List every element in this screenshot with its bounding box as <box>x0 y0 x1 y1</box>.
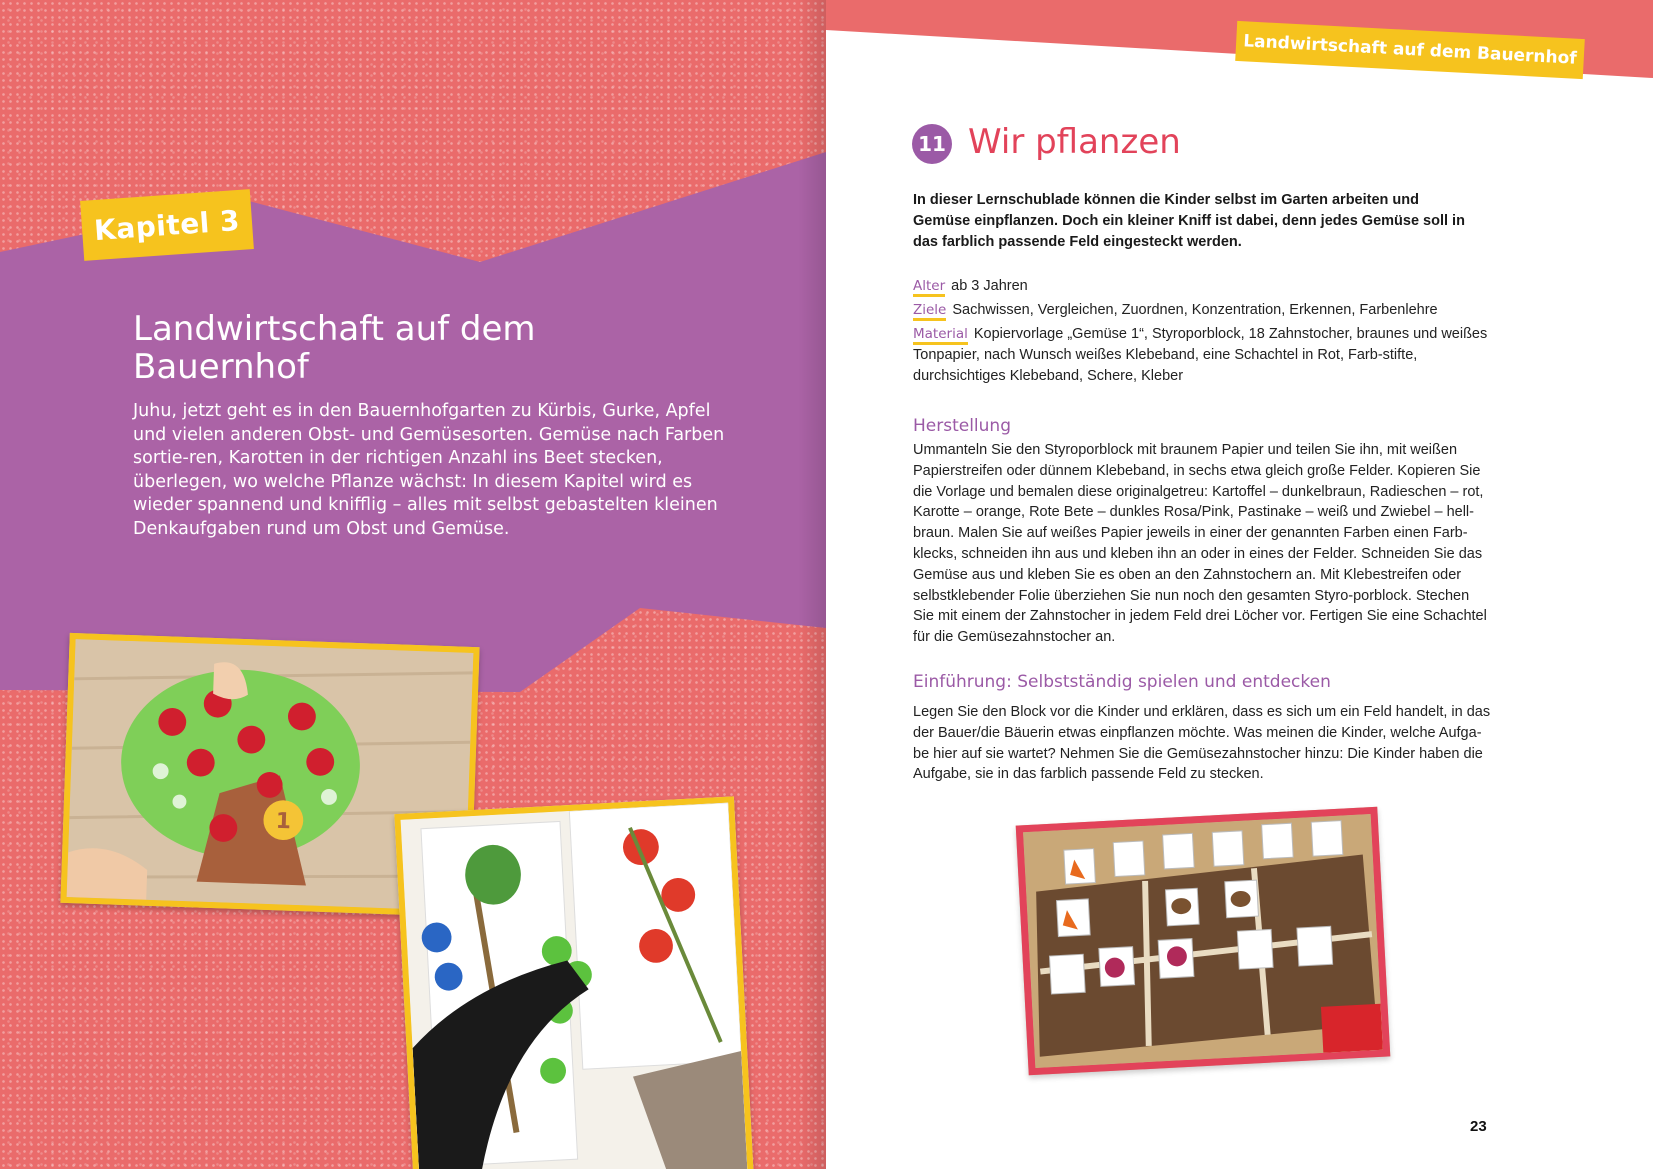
tree-number-label: 1 <box>275 808 292 835</box>
meta-age <box>913 276 1493 297</box>
einfuehrung-text: Legen Sie den Block vor die Kinder und erklären, dass es sich um ein Feld handelt, in das der Bauer/die Bäuerin etwas einpflanzen möchte. Was meinen die Kinder, welche Aufga-be hier auf sie wartet? Nehmen Sie die Gemüsezahnstocher hinzu: Die Kinder haben die Aufgabe, sie in das farblich passende Feld zu stecken. <box>913 704 1491 783</box>
lead-paragraph: In dieser Lernschublade können die Kinder selbst im Garten arbeiten und Gemüse einpflanzen. Doch ein kleiner Kniff ist dabei, denn jedes Gemüse soll in das farblich passende Feld eingesteckt werden. <box>913 192 1465 250</box>
section-number-badge: 11 <box>912 124 952 164</box>
meta-material <box>913 324 1493 387</box>
einfuehrung-heading: Einführung: Selbstständig spielen und entdecken <box>913 672 1331 692</box>
section-title: Wir pflanzen <box>968 122 1181 162</box>
bottle-caps-photo <box>394 796 753 1169</box>
meta-goals-label: Ziele <box>913 302 946 321</box>
herstellung-heading: Herstellung <box>913 416 1011 436</box>
meta-material-label: Material <box>913 326 968 345</box>
page-number: 23 <box>1470 1118 1487 1135</box>
chapter-title: Landwirtschaft auf dem Bauernhof <box>133 309 536 387</box>
chapter-intro: Juhu, jetzt geht es in den Bauernhofgarten zu Kürbis, Gurke, Apfel und vielen anderen Obst- und Gemüsesorten. Gemüse nach Farben sortie-ren, Karotten in der richtigen Anzahl ins Beet stecken, überlegen, wo welche Pflanze wächst: In diesem Kapitel wird es wieder spannend und knifflig – alles mit selbst gebastelten kleinen Denkaufgaben rund um Obst und Gemüse. <box>133 401 725 539</box>
meta-goals <box>913 300 1493 321</box>
vegetable-field-photo <box>1016 807 1391 1076</box>
meta-age-label: Alter <box>913 278 945 297</box>
meta-goals-value: Sachwissen, Vergleichen, Zuordnen, Konzentration, Erkennen, Farbenlehre <box>952 302 1438 318</box>
herstellung-text: Ummanteln Sie den Styroporblock mit braunem Papier und teilen Sie ihn, mit weißen Papierstreifen oder dünnem Klebeband, in sechs etwa gleich große Felder. Kopieren Sie die Vorlage und bemalen diese originalgetreu: Kartoffel – dunkelbraun, Radieschen – rot, Karotte – orange, Rote Bete – dunkles Rosa/Pink, Pastinake – weiß und Zwiebel – hell-braun. Malen Sie auf weißes Papier jeweils in einer der genannten Farben einen Farb-klecks, schneiden ihn aus und kleben ihn an oder in eines der Felder. Schneiden Sie das Gemüse aus und kleben Sie es oben an den Zahnstochern an. Mit Klebestreifen oder selbstklebender Folie überziehen Sie nun noch den gesamten Styro-porblock. Stechen Sie mit einem der Zahnstocher in jedem Feld drei Löcher vor. Fertigen Sie eine Schachtel für die Gemüsezahnstocher an. <box>913 442 1487 646</box>
running-head: Landwirtschaft auf dem Bauernhof <box>1235 21 1585 79</box>
chapter-tag: Kapitel 3 <box>80 189 254 261</box>
meta-age-value: ab 3 Jahren <box>951 278 1028 294</box>
left-page <box>0 0 826 1169</box>
meta-material-value: Kopiervorlage „Gemüse 1“, Styroporblock, 18 Zahnstocher, braunes und weißes Tonpapier, nach Wunsch weißes Klebeband, eine Schachtel in Rot, Farb-stifte, durchsichtiges Klebeband, Schere, Kleber <box>913 326 1488 384</box>
